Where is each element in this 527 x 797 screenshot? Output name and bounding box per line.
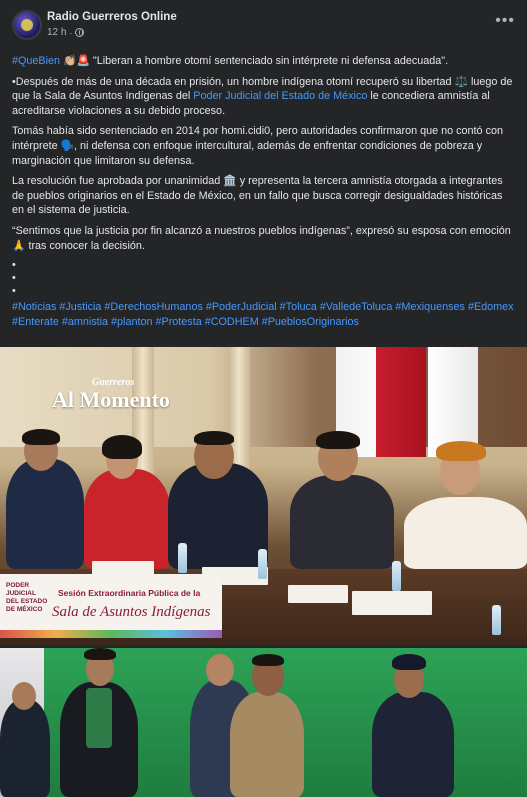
hashtag[interactable]: #Edomex <box>467 301 514 314</box>
water-bottle <box>178 543 187 573</box>
intro-emoji: 👏🏼🚨 <box>63 55 90 67</box>
hashtag[interactable]: #Justicia <box>59 301 102 314</box>
post-meta <box>47 27 84 38</box>
hashtag[interactable]: #CODHEM <box>204 315 259 328</box>
paragraph-2: Tomás había sido sentenciado en 2014 por homi.cidi0, pero autoridades confirmaron que no contó con intérprete 🗣️, ni defensa con enfoque intercultural, además de enfrentar condiciones de pobreza y marginación que limitaron su defensa. <box>12 125 503 167</box>
person-3-hair <box>194 431 234 445</box>
water-bottle <box>258 549 267 579</box>
banner-color-strip <box>0 630 222 638</box>
person-5 <box>404 497 527 569</box>
watermark-small: Guerreros <box>92 377 135 388</box>
paragraph-4: “Sentimos que la justicia por fin alcanzó a nuestros pueblos indígenas”, expresó su esposa con emoción 🙏 tras conocer la decisión. <box>12 224 511 252</box>
person-e <box>372 692 454 797</box>
hashtag[interactable]: #Mexiquenses <box>395 301 465 314</box>
person-d <box>230 692 304 797</box>
person-2-hair <box>102 435 142 459</box>
hashtag-list <box>12 300 515 329</box>
hashtag[interactable]: #Enterate <box>12 315 59 328</box>
post-photo-release[interactable] <box>0 648 527 797</box>
banner-title-line-2: Sala de Asuntos Indígenas <box>52 604 211 620</box>
person-2 <box>84 469 170 569</box>
bullet: • <box>12 285 16 298</box>
person-b-hair <box>84 648 116 660</box>
banner-title-line-1: Sesión Extraordinaria Pública de la <box>58 588 201 598</box>
watermark-logo: Al Momento <box>52 387 170 412</box>
paragraph-1 <box>12 75 515 119</box>
person-b-shirt <box>86 688 112 748</box>
post-intro <box>12 54 515 69</box>
water-bottle <box>492 605 501 635</box>
paragraph-1-start: •Después de más de una década en prisión, un hombre indígena otomí recuperó su libertad ⚖️ luego de que la Sala de Asuntos Indígenas del <box>12 75 513 103</box>
globe-icon <box>75 28 84 37</box>
post-header <box>0 0 527 54</box>
paragraph-3: La resolución fue aprobada por unanimidad 🏛️ y representa la tercera amnistía otorgada a integrantes de pueblos originarios en el Estado de México, en un fallo que busca corregir desigualdades históricas en el sistema de justicia. <box>12 175 503 217</box>
poder-judicial-link[interactable]: Poder Judicial del Estado de México <box>193 90 368 103</box>
post-time[interactable]: 12 h <box>47 27 67 38</box>
bullet: • <box>12 272 16 285</box>
person-e-cap <box>392 654 426 670</box>
bullet: • <box>12 259 16 272</box>
water-bottle <box>392 561 401 591</box>
hashtag[interactable]: #Protesta <box>155 315 202 328</box>
hashtag-quebien[interactable]: #QueBien <box>12 55 61 67</box>
person-d-hair <box>252 654 284 666</box>
person-a-head <box>12 682 36 710</box>
poder-judicial-logo: PODER JUDICIAL DEL ESTADO DE MÉXICO <box>6 582 48 613</box>
person-4 <box>290 475 394 569</box>
hashtag[interactable]: #amnistia <box>61 315 109 328</box>
photo-flag <box>376 347 426 457</box>
hashtag[interactable]: #DerechosHumanos <box>104 301 203 314</box>
page-avatar[interactable] <box>12 10 42 40</box>
meta-separator: · <box>69 27 73 38</box>
person-5-hair <box>436 441 486 461</box>
name-plate <box>288 585 348 603</box>
person-1-hair <box>22 429 60 445</box>
person-a <box>0 700 50 797</box>
hashtag[interactable]: #planton <box>111 315 153 328</box>
page-name[interactable]: Radio Guerreros Online <box>47 11 177 23</box>
hashtag[interactable]: #PueblosOriginarios <box>261 315 359 328</box>
bullet-list <box>12 259 515 298</box>
hashtag[interactable]: #Toluca <box>279 301 317 314</box>
paragraph-1-end: le concediera amnistía al acreditarse violaciones a su debido proceso. <box>12 90 490 117</box>
hashtag[interactable]: #Noticias <box>12 301 57 314</box>
person-1 <box>6 459 84 569</box>
person-4-hair <box>316 431 360 449</box>
intro-quote: "Liberan a hombre otomí sentenciado sin intérprete ni defensa adecuada". <box>89 55 449 67</box>
session-banner <box>0 574 222 638</box>
person-c-head <box>206 654 234 686</box>
name-plate <box>352 591 432 615</box>
post-text <box>0 54 527 329</box>
hashtag[interactable]: #PoderJudicial <box>205 301 277 314</box>
more-options-icon[interactable]: ••• <box>495 12 515 29</box>
hashtag[interactable]: #ValledeToluca <box>319 301 393 314</box>
